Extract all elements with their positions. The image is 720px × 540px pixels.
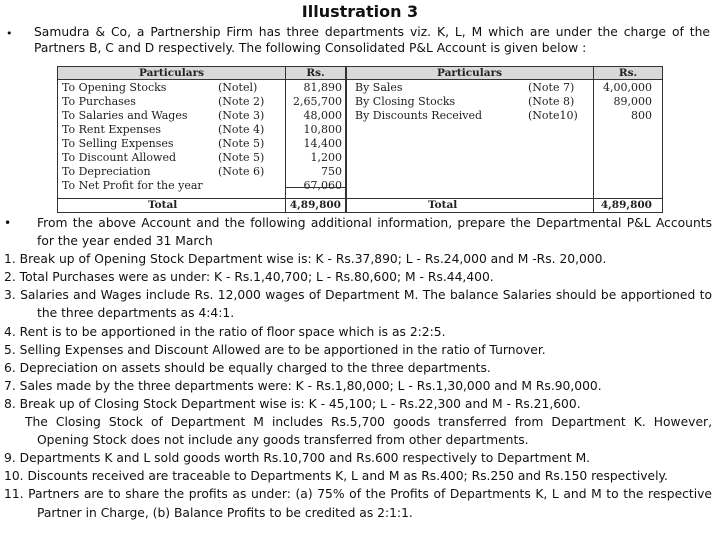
credit-row-amount: 4,00,000	[603, 81, 652, 94]
debit-row-label: To Net Profit for the year	[62, 179, 203, 192]
column-divider	[345, 67, 347, 212]
credit-row-label: By Discounts Received	[355, 109, 483, 122]
bullet-icon: •	[4, 216, 12, 230]
header-particulars-debit: Particulars	[58, 67, 285, 80]
list-item: 5. Selling Expenses and Discount Allowed are to be apportioned in the ratio of Turnover.	[4, 342, 546, 357]
list-item: 11. Partners are to share the profits as under: (a) 75% of the Profits of Departments K, L and M to the respective Partner in Charge, (b) Balance Profits to be credited as 2:1:1.	[4, 487, 712, 520]
list-item: 7. Sales made by the three departments were: K - Rs.1,80,000; L - Rs.1,30,000 and M Rs.90,000.	[4, 378, 602, 393]
subtotal-line	[286, 187, 345, 188]
debit-row-note: (Note 3)	[218, 109, 265, 122]
debit-row-amount: 81,890	[303, 81, 342, 94]
debit-row-amount: 10,800	[303, 123, 342, 136]
list-item-note: The Closing Stock of Department M includes Rs.5,700 goods transferred from Department K. However, Opening Stock does not include any goods transferred from other departments.	[25, 415, 712, 448]
debit-row-amount: 67,060	[303, 179, 342, 192]
debit-row-label: To Selling Expenses	[62, 137, 174, 150]
credit-row-amount: 800	[631, 109, 652, 122]
intro-paragraph: Samudra & Co, a Partnership Firm has three departments viz. K, L, M which are under the charge of the Partners B, C and D respectively. The following Consolidated P&L Account is given below :	[34, 25, 710, 55]
header-rs-debit: Rs.	[286, 67, 345, 80]
list-item: 4. Rent is to be apportioned in the ratio of floor space which is as 2:2:5.	[4, 324, 446, 339]
debit-row-note: (Notel)	[218, 81, 258, 94]
total-debit-amount: 4,89,800	[289, 199, 341, 211]
list-item: 3. Salaries and Wages include Rs. 12,000 wages of Department M. The balance Salaries should be apportioned to the three departments as 4:4:1.	[4, 288, 712, 321]
list-item: 9. Departments K and L sold goods worth Rs.10,700 and Rs.600 respectively to Department M.	[4, 451, 591, 466]
list-item: 10. Discounts received are traceable to Departments K, L and M as Rs.400; Rs.250 and Rs.150 respectively.	[4, 469, 668, 484]
page-title: Illustration 3	[301, 2, 419, 21]
credit-row-note: (Note 7)	[528, 81, 575, 94]
debit-row-note: (Note 4)	[218, 123, 265, 136]
debit-row-label: To Rent Expenses	[62, 123, 162, 136]
intro2-paragraph	[4, 214, 712, 250]
debit-row-amount: 1,200	[310, 151, 342, 164]
column-divider	[593, 67, 594, 212]
debit-row-label: To Purchases	[62, 95, 136, 108]
debit-row-note: (Note 5)	[218, 151, 265, 164]
header-particulars-credit: Particulars	[346, 67, 593, 80]
total-credit-amount: 4,89,800	[600, 199, 652, 211]
debit-row-amount: 14,400	[303, 137, 342, 150]
debit-row-label: To Salaries and Wages	[62, 109, 188, 122]
debit-row-label: To Opening Stocks	[62, 81, 167, 94]
column-divider	[285, 67, 286, 212]
list-item: 2. Total Purchases were as under: K - Rs.1,40,700; L - Rs.80,600; M - Rs.44,400.	[4, 270, 494, 285]
list-item: 6. Depreciation on assets should be equally charged to the three departments.	[4, 360, 491, 375]
debit-row-note: (Note 2)	[218, 95, 265, 108]
list-item: 8. Break up of Closing Stock Department wise is: K - 45,100; L - Rs.22,300 and M - Rs.21,600.	[4, 396, 581, 411]
list-item: 1. Break up of Opening Stock Department wise is: K - Rs.37,890; L - Rs.24,000 and M -Rs. 20,000.	[4, 252, 607, 267]
header-rs-credit: Rs.	[594, 67, 662, 80]
instructions-list	[4, 214, 712, 522]
credit-row-label: By Closing Stocks	[355, 95, 456, 108]
debit-row-amount: 2,65,700	[293, 95, 342, 108]
credit-row-note: (Note 8)	[528, 95, 575, 108]
debit-row-label: To Depreciation	[62, 165, 151, 178]
debit-row-note: (Note 5)	[218, 137, 265, 150]
debit-row-label: To Discount Allowed	[62, 151, 177, 164]
total-label-debit: Total	[148, 199, 178, 211]
debit-row-amount: 48,000	[303, 109, 342, 122]
intro2-text: From the above Account and the following additional information, prepare the Departmental P&L Accounts for the year ended 31 March	[37, 216, 712, 249]
credit-row-amount: 89,000	[613, 95, 652, 108]
debit-row-note: (Note 6)	[218, 165, 265, 178]
debit-row-amount: 750	[321, 165, 342, 178]
credit-row-label: By Sales	[355, 81, 403, 94]
pl-account-table	[57, 66, 663, 213]
bullet-icon: •	[6, 27, 13, 40]
credit-row-note: (Note10)	[528, 109, 578, 122]
total-label-credit: Total	[428, 199, 458, 211]
